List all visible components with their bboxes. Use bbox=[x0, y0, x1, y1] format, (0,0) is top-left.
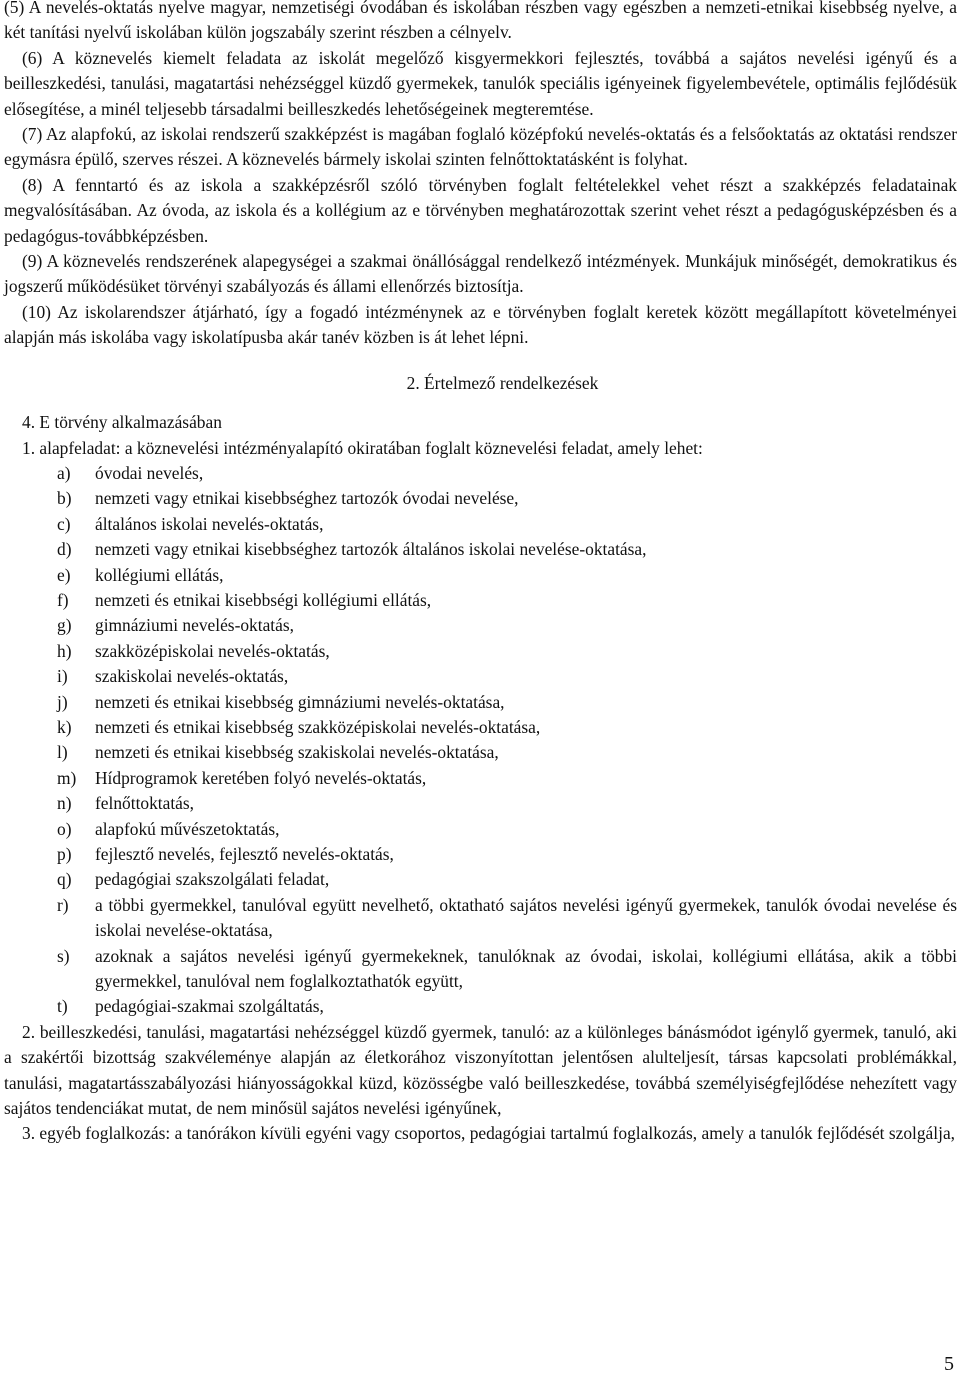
paragraph-8: (8) A fenntartó és az iskola a szakképzésről szóló törvényben foglalt feltételekkel vehet részt a szakképzés feladatainak megvalósításában. Az óvoda, az iskola és a kollégium az e törvényben meghatározottak szerint vehet részt a pedagógusképzésben és a pedagógus-továbbképzésben. bbox=[4, 174, 957, 246]
list-item-letter: t) bbox=[57, 996, 68, 1017]
list-item-text: nemzeti és etnikai kisebbség gimnáziumi nevelés-oktatása, bbox=[95, 691, 505, 712]
list-item-letter: r) bbox=[57, 894, 69, 915]
document-page bbox=[4, 0, 957, 1147]
definition-2: 2. beilleszkedési, tanulási, magatartási nehézséggel küzdő gyermek, tanuló: az a különleges bánásmódot igénylő gyermek, tanuló, aki a szakértői bizottság szakvéleménye alapján az életkorához viszonyítottan jelentősen alulteljesít, társas kapcsolati problémákkal, tanulási, magatartásszabályozási hiányosságokkal küzd, közösségbe való beilleszkedése, továbbá személyiségfejlődése nehezített vagy sajátos tendenciákat mutat, de nem minősül sajátos nevelési igényűnek, bbox=[4, 1021, 957, 1119]
list-item bbox=[4, 537, 957, 562]
list-item bbox=[4, 486, 957, 511]
list-item bbox=[4, 588, 957, 613]
list-item bbox=[4, 842, 957, 867]
list-item-letter: k) bbox=[57, 716, 72, 737]
list-item-letter: p) bbox=[57, 844, 72, 864]
list-item-letter: q) bbox=[57, 869, 72, 890]
page-number: 5 bbox=[944, 1353, 954, 1375]
list-item-letter: m) bbox=[57, 767, 77, 788]
paragraph-10: (10) Az iskolarendszer átjárható, így a fogadó intézménynek az e törvényben foglalt keretek között megállapított követelményei alapján más iskolába vagy iskolatípusba akár tanév közben is át lehet lépni. bbox=[4, 301, 957, 348]
list-item-letter: d) bbox=[57, 539, 72, 560]
list-item-letter: b) bbox=[57, 488, 72, 509]
list-item-letter: n) bbox=[57, 793, 72, 814]
definition-1: 1. alapfeladat: a köznevelési intézményalapító okiratában foglalt köznevelési feladat, amely lehet: bbox=[22, 437, 703, 458]
list-item bbox=[4, 563, 957, 588]
list-item-text: nemzeti vagy etnikai kisebbséghez tartozók általános iskolai nevelése-oktatása, bbox=[95, 539, 647, 560]
list-item-text: szakiskolai nevelés-oktatás, bbox=[95, 666, 289, 687]
list-item bbox=[4, 791, 957, 816]
section-heading: 2. Értelmező rendelkezések bbox=[406, 372, 599, 393]
list-item bbox=[4, 461, 957, 486]
list-item-text: szakközépiskolai nevelés-oktatás, bbox=[95, 640, 330, 661]
list-item-letter: f) bbox=[57, 589, 69, 610]
definition-1-list bbox=[4, 461, 957, 1020]
list-item-text: a többi gyermekkel, tanulóval együtt nevelhető, oktatható sajátos nevelési igényű gyermekek, tanulók óvodai nevelése és iskolai nevelése-oktatása, bbox=[95, 894, 957, 941]
list-item-letter: o) bbox=[57, 818, 72, 839]
paragraph-9: (9) A köznevelés rendszerének alapegységei a szakmai önállósággal rendelkező intézmények. Munkájuk minőségét, demokratikus és jogszerű működésüket törvényi szabályozás és állami ellenőrzés biztosítja. bbox=[4, 251, 957, 297]
list-item-text: óvodai nevelés, bbox=[95, 462, 204, 483]
list-item bbox=[4, 766, 957, 791]
paragraph-7: (7) Az alapfokú, az iskolai rendszerű szakképzést is magában foglaló középfokú nevelés-oktatás és a felsőoktatás az oktatási rendszer egymásra épülő, szerves részei. A köznevelés bármely iskolai szinten felnőttoktatásként is folyhat. bbox=[4, 124, 957, 170]
list-item-letter: c) bbox=[57, 513, 71, 534]
list-item-text: gimnáziumi nevelés-oktatás, bbox=[95, 615, 294, 636]
list-item-text: kollégiumi ellátás, bbox=[95, 564, 224, 585]
list-item bbox=[4, 867, 957, 892]
list-item-text: fejlesztő nevelés, fejlesztő nevelés-oktatás, bbox=[95, 844, 394, 864]
list-item-letter: g) bbox=[57, 615, 72, 636]
list-item-text: általános iskolai nevelés-oktatás, bbox=[95, 513, 324, 534]
list-item-text: nemzeti és etnikai kisebbség szakközépiskolai nevelés-oktatása, bbox=[95, 716, 541, 737]
list-item-text: nemzeti és etnikai kisebbségi kollégiumi ellátás, bbox=[95, 589, 432, 610]
list-item-letter: j) bbox=[57, 691, 68, 712]
list-item-text: felnőttoktatás, bbox=[95, 793, 195, 814]
list-item-letter: s) bbox=[57, 945, 70, 966]
list-item bbox=[4, 740, 957, 765]
list-item bbox=[4, 690, 957, 715]
list-item-letter: l) bbox=[57, 742, 68, 763]
list-item bbox=[4, 715, 957, 740]
list-item-letter: e) bbox=[57, 564, 71, 585]
definition-3: 3. egyéb foglalkozás: a tanórákon kívüli egyéni vagy csoportos, pedagógiai tartalmú foglalkozás, amely a tanulók fejlődését szolgálja, bbox=[22, 1123, 956, 1144]
list-item bbox=[4, 639, 957, 664]
paragraph-6: (6) A köznevelés kiemelt feladata az iskolát megelőző kisgyermekkori fejlesztés, továbbá a sajátos nevelési igényű és a beilleszkedési, tanulási, magatartási nehézséggel küzdő gyermekek, tanulók speciális igényeinek figyelembevétele, optimális fejlődésük elősegítése, a minél teljesebb társadalmi beilleszkedés lehetőségeinek megteremtése. bbox=[4, 47, 957, 119]
paragraph-5: (5) A nevelés-oktatás nyelve magyar, nemzetiségi óvodában és iskolában részben vagy egészben a nemzeti-etnikai kisebbség nyelve, a két tanítási nyelvű iskolában külön jogszabály szerint részben a célnyelv. bbox=[4, 0, 957, 43]
list-item-text: nemzeti vagy etnikai kisebbséghez tartozók óvodai nevelése, bbox=[95, 488, 519, 509]
list-item-letter: h) bbox=[57, 640, 72, 661]
list-item bbox=[4, 817, 957, 842]
list-item-text: azoknak a sajátos nevelési igényű gyermekeknek, tanulóknak az óvodai, iskolai, kollégiumi ellátása, akik a többi gyermekkel, tanulóval nem foglalkoztathatók együtt, bbox=[95, 945, 957, 992]
list-item-letter: i) bbox=[57, 666, 68, 687]
list-item bbox=[4, 664, 957, 689]
list-item bbox=[4, 893, 957, 944]
subheading: 4. E törvény alkalmazásában bbox=[22, 412, 222, 433]
list-item-text: pedagógiai szakszolgálati feladat, bbox=[95, 869, 330, 890]
list-item-text: pedagógiai-szakmai szolgáltatás, bbox=[95, 996, 324, 1017]
list-item-text: nemzeti és etnikai kisebbség szakiskolai nevelés-oktatása, bbox=[95, 742, 499, 763]
list-item bbox=[4, 994, 957, 1019]
list-item bbox=[4, 944, 957, 995]
list-item-letter: a) bbox=[57, 462, 71, 483]
spacer bbox=[4, 351, 957, 371]
list-item bbox=[4, 613, 957, 638]
list-item-text: alapfokú művészetoktatás, bbox=[95, 818, 280, 839]
list-item bbox=[4, 512, 957, 537]
list-item-text: Hídprogramok keretében folyó nevelés-oktatás, bbox=[95, 767, 427, 788]
